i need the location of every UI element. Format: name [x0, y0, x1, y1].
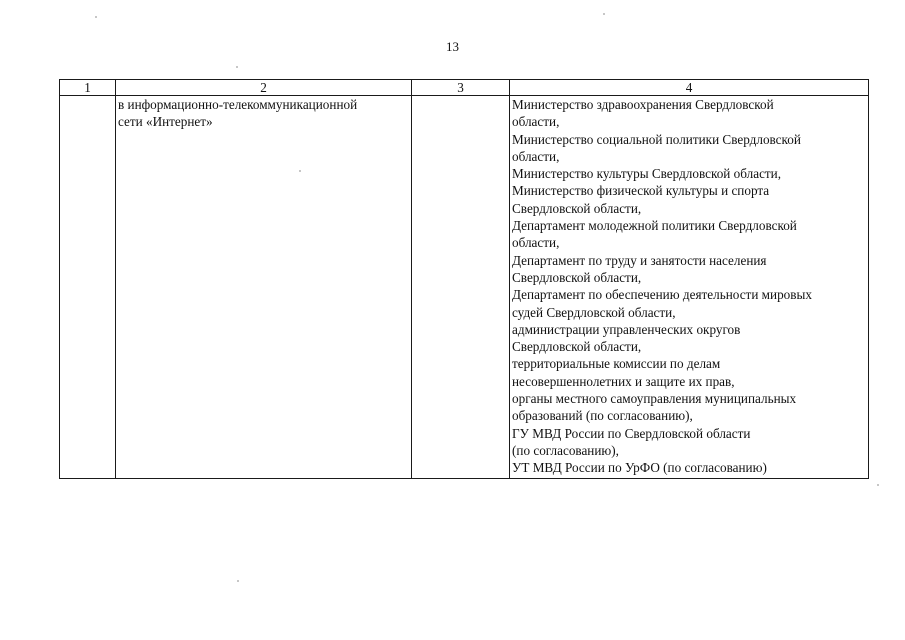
cell-col-4-line: несовершеннолетних и защите их прав, — [512, 373, 735, 389]
cell-col-4-line: судей Свердловской области, — [512, 304, 676, 320]
cell-col-4-line: Свердловской области, — [512, 339, 642, 355]
cell-col-4-line: Департамент по обеспечению деятельности мировых — [512, 287, 812, 303]
cell-col-4-line: образований (по согласованию), — [512, 408, 693, 424]
page-number: 13 — [446, 39, 459, 54]
cell-col-4-line: УТ МВД России по УрФО (по согласованию) — [512, 460, 767, 476]
cell-col-4-line: области, — [512, 235, 560, 251]
table-row — [60, 96, 869, 479]
cell-col-4-line: органы местного самоуправления муниципальных — [512, 391, 797, 407]
scan-speck — [603, 13, 605, 15]
cell-col-4-line: Министерство социальной политики Свердловской — [512, 131, 801, 147]
document-table — [59, 79, 869, 479]
cell-col-4-line: (по согласованию), — [512, 442, 619, 458]
header-col-1: 1 — [60, 80, 116, 96]
header-col-4: 4 — [510, 80, 869, 96]
scan-speck — [299, 170, 301, 172]
cell-col-4-line: области, — [512, 114, 560, 130]
header-col-2: 2 — [116, 80, 412, 96]
cell-col-2-line: сети «Интернет» — [118, 114, 213, 130]
cell-col-4 — [510, 96, 869, 479]
scan-speck — [236, 66, 238, 68]
cell-col-4-line: Министерство здравоохранения Свердловской — [512, 97, 774, 112]
cell-col-3 — [412, 96, 510, 479]
header-col-3: 3 — [412, 80, 510, 96]
cell-col-4-line: Министерство культуры Свердловской области, — [512, 166, 782, 182]
scan-speck — [95, 16, 97, 18]
cell-col-4-line: Свердловской области, — [512, 200, 642, 216]
cell-col-4-line: администрации управленческих округов — [512, 321, 741, 337]
cell-col-2-line: в информационно-телекоммуникационной — [118, 97, 358, 112]
cell-col-4-line: области, — [512, 148, 560, 164]
cell-col-4-line: территориальные комиссии по делам — [512, 356, 721, 372]
scan-speck — [877, 484, 879, 486]
cell-col-4-line: Департамент молодежной политики Свердловской — [512, 218, 797, 234]
scan-speck — [237, 580, 239, 582]
table-header-row — [60, 80, 869, 96]
cell-col-4-line: Министерство физической культуры и спорта — [512, 183, 770, 199]
cell-col-4-line: Департамент по труду и занятости населения — [512, 252, 767, 268]
cell-col-1 — [60, 96, 116, 479]
cell-col-4-line: ГУ МВД России по Свердловской области — [512, 425, 751, 441]
cell-col-2 — [116, 96, 412, 479]
cell-col-4-line: Свердловской области, — [512, 269, 642, 285]
